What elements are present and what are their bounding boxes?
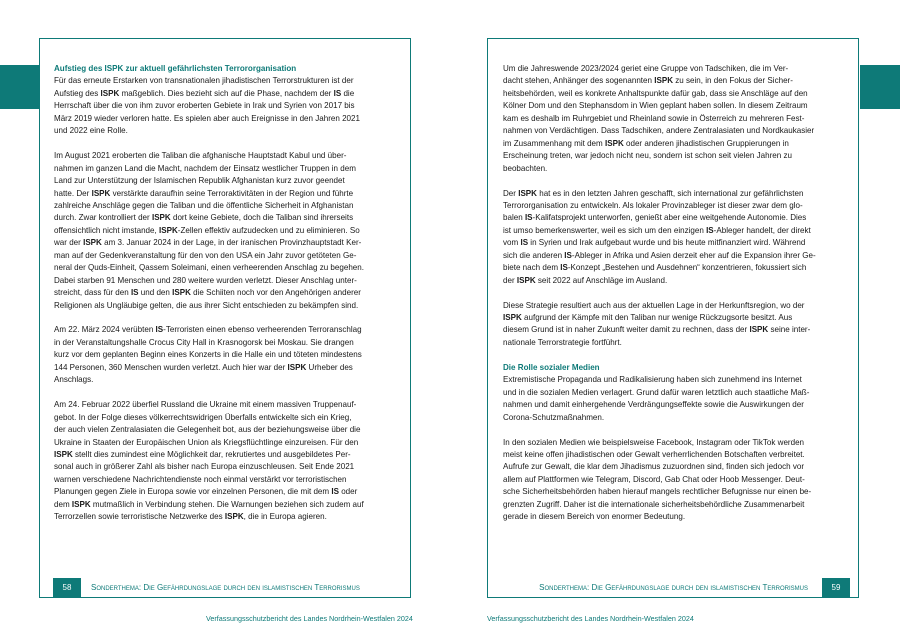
bold-term: ISPK	[172, 288, 191, 298]
text-line: streicht, dass für den IS und den ISPK die Schiiten noch vor den Angehörigen anderer	[54, 288, 361, 298]
text-line: gebot. In der Folge dieses völkerrechtswidrigen Überfalls entwickelte sich ein Krieg,	[54, 412, 352, 422]
bold-term: ISPK	[654, 76, 674, 86]
text-line: balen IS-Kalifatsprojekt unterworfen, genießt aber eine weitgehende Autonomie. Dies	[503, 213, 807, 223]
text-line: sonal auch in größerer Zahl als bisher nach Europa einzuschleusen. Seit Ende 2021	[54, 462, 355, 472]
left-paragraphs	[54, 75, 394, 523]
text-line: vom IS in Syrien und Irak aufgebaut wurde und bis heute mitfinanziert wird. Während	[503, 238, 806, 248]
text-line: hatte. Der ISPK verstärkte daraufhin seine Terroraktivitäten in der Region und führte	[54, 188, 354, 198]
text-line: zahlreiche Anschläge gegen die Taliban und die öffentliche Sicherheit in Afghanistan	[54, 200, 354, 210]
bold-term: ISPK	[91, 188, 111, 198]
bold-term: IS	[130, 288, 139, 298]
right-source-line: Verfassungsschutzbericht des Landes Nordrhein-Westfalen 2024	[487, 614, 694, 623]
text-line: der ISPK seit 2022 auf Anschläge im Ausland.	[503, 275, 668, 285]
text-line: Herrschaft über die von ihm zuvor eroberten Gebiete in Irak und Syrien von 2017 bis	[54, 101, 355, 111]
text-line: der auch vielen Zentralasiaten die Gelegenheit bot, aus der beziehungsweise über die	[54, 425, 361, 435]
text-line: Land zur Unterstützung der Islamischen Republik Afghanistan kurz zuvor geendet	[54, 176, 345, 186]
text-line: Anschlags.	[54, 375, 94, 385]
text-line: allem auf Plattformen wie Telegram, Discord, Gab Chat oder Hoob Messenger. Deut-	[503, 474, 805, 484]
text-line: Diese Strategie resultiert auch aus der aktuellen Lage in der Herkunftsregion, wo der	[503, 300, 805, 310]
text-line: man auf der Gedenkveranstaltung für den von den USA ein Jahr zuvor getöteten Ge-	[54, 250, 357, 260]
text-line: Religionen als Ungläubige gelten, die aus ihrer Sicht entschieden zu bekämpfen sind.	[54, 300, 359, 310]
text-line: sich die anderen IS-Ableger in Afrika und Asien derzeit eher auf die Expansion ihrer Ge-	[503, 250, 816, 260]
bold-term: IS	[520, 238, 529, 248]
text-line: Kölner Dom und den Stephansdom in Wien geplant haben sollen. In diesem Zeitraum	[503, 101, 808, 111]
text-line: ist umso bemerkenswerter, weil es sich um den einzigen IS-Ableger handelt, der direkt	[503, 225, 811, 235]
text-line: grenzten Zugriff. Daher ist die internationale sicherheitsbehördliche Zusammenarbeit	[503, 499, 805, 509]
bold-term: IS	[155, 325, 164, 335]
text-line: Der ISPK hat es in den letzten Jahren geschafft, sich international zur gefährlichsten	[503, 188, 804, 198]
text-line: durch. Zwar kontrolliert der ISPK dort keine Gebiete, doch die Taliban sind ihrerseits	[54, 213, 354, 223]
bold-term: ISPK	[503, 313, 522, 323]
text-line: Dabei starben 91 Menschen und 280 weitere wurden verletzt. Dieser Anschlag unter-	[54, 275, 357, 285]
right-paragraphs-a	[503, 63, 843, 349]
paragraph	[503, 188, 843, 288]
bold-term: IS	[560, 263, 568, 273]
text-line: und 2022 eine Rolle.	[54, 126, 128, 136]
bold-term: ISPK	[158, 225, 178, 235]
right-running-title: Sonderthema: Die Gefährdungslage durch den islamistischen Terrorismus	[539, 583, 808, 592]
right-paragraphs-b	[503, 374, 843, 523]
text-line: heitsbehörden, weil es konkrete Anhaltspunkte dafür gab, dass sie Anschläge auf den	[503, 88, 808, 98]
paragraph	[54, 75, 394, 137]
bold-term: ISPK	[604, 138, 624, 148]
left-section-heading: Aufstieg des ISPK zur aktuell gefährlichsten Terrororganisation	[54, 64, 297, 73]
text-line: und in die sozialen Medien verlagert. Grund dafür waren letztlich auch staatliche Maß-	[503, 387, 810, 397]
text-line: Terrororganisation zu entwickeln. Als lokaler Provinzableger ist dieser zwar dem glo-	[503, 200, 803, 210]
text-line: Extremistische Propaganda und Radikalisierung haben sich zunehmend ins Internet	[503, 375, 802, 385]
bold-term: ISPK	[287, 362, 307, 372]
text-line: In den sozialen Medien wie beispielsweise Facebook, Instagram oder TikTok werden	[503, 437, 805, 447]
bold-term: ISPK	[516, 275, 536, 285]
text-line: warnen verschiedene Nachrichtendienste noch einmal verstärkt vor terroristischen	[54, 474, 347, 484]
bold-term: IS	[564, 250, 572, 260]
right-page-column	[503, 63, 843, 536]
left-page-column	[54, 63, 394, 536]
text-line: kam es deshalb im Ruhrgebiet und Rheinland sowie in Österreich zu mehreren Fest-	[503, 113, 805, 123]
left-source-line: Verfassungsschutzbericht des Landes Nordrhein-Westfalen 2024	[206, 614, 413, 623]
bold-term: IS	[331, 487, 339, 497]
bold-term: IS	[524, 213, 533, 223]
bold-term: ISPK	[54, 450, 73, 459]
text-line: war der ISPK am 3. Januar 2024 in der Lage, in der iranischen Provinzhauptstadt Ker-	[54, 238, 362, 248]
bold-term: ISPK	[518, 188, 537, 198]
text-line: in der Veranstaltungshalle Crocus City Hall in Krasnogorsk bei Moskau. Sie drangen	[54, 337, 354, 347]
text-line: diesem Grund ist in naher Zukunft weiter damit zu rechnen, dass der ISPK seine inter-	[503, 325, 811, 335]
paragraph	[54, 399, 394, 524]
right-page-number: 59	[822, 578, 850, 598]
text-line: Aufrufe zur Gewalt, die klar dem Jihadismus zuzuordnen sind, finden sich jedoch vor	[503, 462, 805, 472]
text-line: neral der Quds-Einheit, Qassem Soleimani, einen verheerenden Anschlag zu begehen.	[54, 263, 364, 273]
text-line: meist keine offen jihadistischen oder Gewalt verherrlichenden Botschaften verbreitet.	[503, 449, 805, 459]
text-line: gerade in diesem Bereich von enormer Bedeutung.	[503, 512, 686, 522]
text-line: Corona-Schutzmaßnahmen.	[503, 412, 605, 422]
text-line: Erscheinung treten, war jedoch nicht neu, sondern ist schon seit vielen Jahren zu	[503, 151, 792, 161]
bold-term: ISPK	[151, 213, 171, 223]
text-line: nationale Terrorstrategie fortführt.	[503, 337, 622, 347]
text-line: dacht stehen, Anhänger des sogenannten ISPK zu sein, in den Fokus der Sicher-	[503, 76, 793, 86]
text-line: Aufstieg des ISPK maßgeblich. Dies bezieht sich auf die Phase, nachdem der IS die	[54, 88, 355, 98]
text-line: ISPK stellt dies zumindest eine Möglichkeit dar, rekrutiertes und ausgebildetes Per-	[54, 450, 351, 459]
paragraph	[503, 437, 843, 524]
bold-term: ISPK	[100, 88, 120, 98]
text-line: offensichtlich nicht imstande, ISPK-Zellen effektiv aufzudecken und zu eliminieren. So	[54, 225, 360, 235]
text-line: Im August 2021 eroberten die Taliban die afghanische Hauptstadt Kabul und über-	[54, 151, 347, 161]
text-line: biete nach dem IS-Konzept „Bestehen und Ausdehnen“ konzentrieren, fokussiert sich	[503, 263, 807, 273]
text-line: Am 22. März 2024 verübten IS-Terroristen einen ebenso verheerenden Terroranschlag	[54, 325, 362, 335]
text-line: Für das erneute Erstarken von transnationalen jihadistischen Terrorstrukturen ist der	[54, 76, 354, 86]
bold-term: ISPK	[224, 512, 244, 522]
right-section-heading: Die Rolle sozialer Medien	[503, 362, 600, 372]
paragraph	[503, 63, 843, 175]
bold-term: ISPK	[71, 499, 91, 509]
text-line: ISPK aufgrund der Kämpfe mit den Taliban nur wenige Rückzugsorte besitzt. Aus	[503, 313, 793, 323]
text-line: beobachten.	[503, 163, 548, 173]
left-page-number: 58	[53, 578, 81, 598]
left-running-title: Sonderthema: Die Gefährdungslage durch den islamistischen Terrorismus	[91, 583, 360, 592]
right-edge-tab	[860, 65, 900, 109]
text-line: Planungen gegen Ziele in Europa sowie vor einzelnen Personen, die mit dem IS oder	[54, 487, 358, 497]
paragraph	[503, 300, 843, 350]
paragraph	[503, 374, 843, 424]
text-line: im Zusammenhang mit dem ISPK oder anderen jihadistischen Gruppierungen in	[503, 138, 789, 148]
left-edge-tab	[0, 65, 40, 109]
text-line: Terrorzellen sowie terroristische Netzwerke des ISPK, die in Europa agieren.	[54, 512, 327, 522]
text-line: Um die Jahreswende 2023/2024 geriet eine Gruppe von Tadschiken, die im Ver-	[503, 64, 789, 73]
text-line: nahmen von Verdächtigen. Dass Tadschiken, andere Zentralasiaten und Nordkaukasier	[503, 126, 815, 136]
bold-term: ISPK	[83, 238, 102, 248]
text-line: nahmen im ganzen Land die Macht, nachdem der Einsatz westlicher Truppen in dem	[54, 163, 356, 173]
bold-term: ISPK	[749, 325, 769, 335]
text-line: März 2019 wieder verloren hatte. Es spielen aber auch Ereignisse in den Jahren 2021	[54, 113, 360, 123]
text-line: 144 Personen, 360 Menschen wurden verletzt. Auch hier war der ISPK Urheber des	[54, 362, 353, 372]
paragraph	[54, 150, 394, 312]
text-line: sche Sicherheitsbehörden haben hierauf mangels rechtlicher Befugnisse nur einen be-	[503, 487, 812, 497]
text-line: nahmen und damit einhergehende Verdrängungseffekte sowie die Auswirkungen der	[503, 400, 804, 410]
text-line: Am 24. Februar 2022 überfiel Russland die Ukraine mit einem massiven Truppenauf-	[54, 400, 357, 410]
text-line: Ukraine in Staaten der Europäischen Union als Kriegsflüchtlinge einzureisen. Für den	[54, 437, 359, 447]
bold-term: IS	[333, 88, 342, 98]
bold-term: IS	[706, 225, 714, 235]
text-line: dem ISPK mutmaßlich in Verbindung stehen. Die Warnungen beziehen sich zudem auf	[54, 499, 364, 509]
paragraph	[54, 324, 394, 386]
text-line: kurz vor dem geplanten Beginn eines Konzerts in die Halle ein und töteten mindestens	[54, 350, 362, 360]
